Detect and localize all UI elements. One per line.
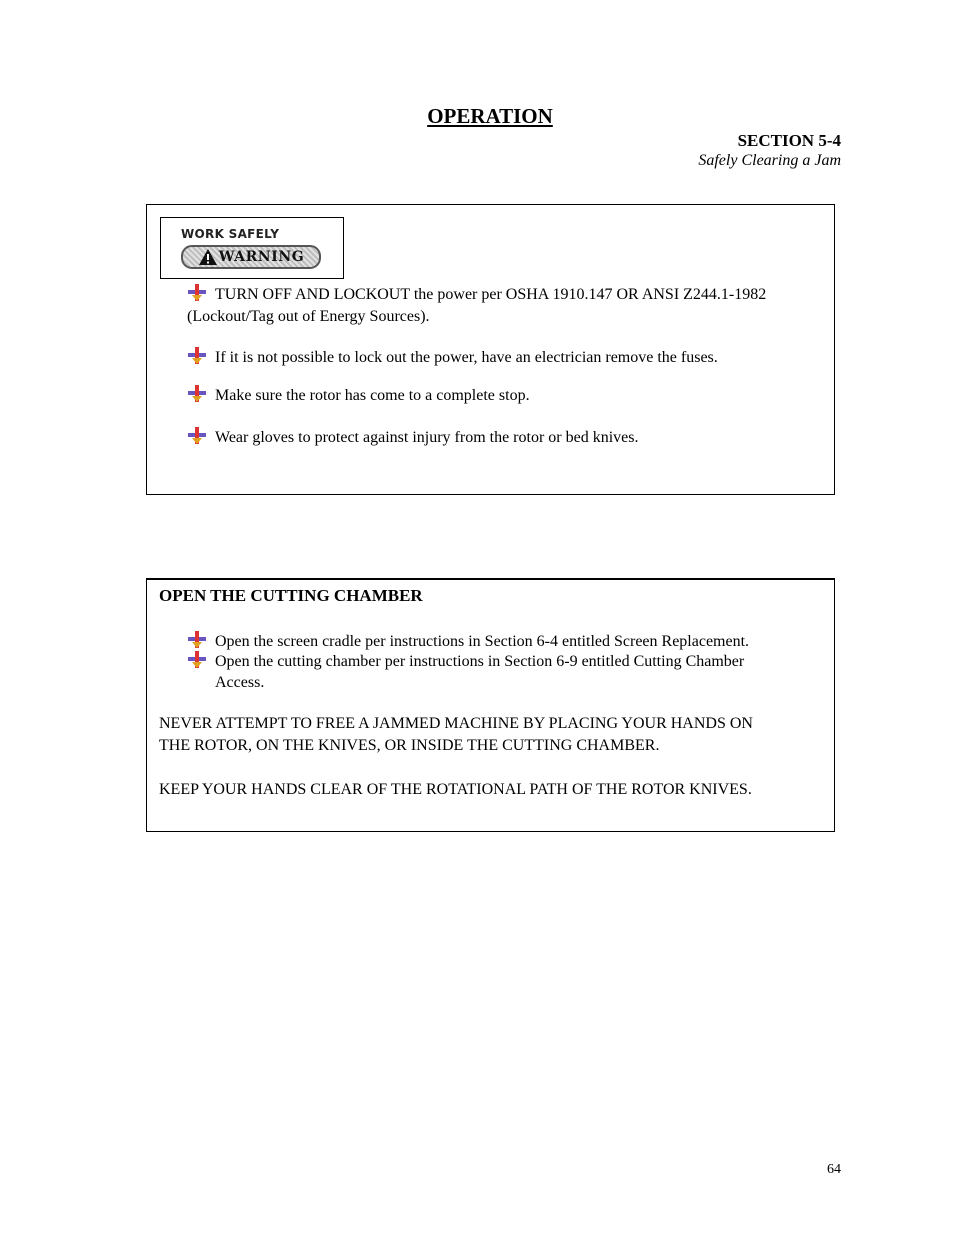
warning-box: [146, 204, 835, 495]
warning-triangle-icon: [198, 248, 218, 266]
arrow-bullet-icon: [187, 651, 207, 668]
cutting-chamber-box: [146, 578, 835, 832]
warning-label-text: WARNING: [218, 249, 305, 265]
warning-item-gloves: Wear gloves to protect against injury from the rotor or bed knives.: [215, 429, 639, 446]
chamber-item-open-chamber-cont: Access.: [215, 674, 265, 691]
section-name: Safely Clearing a Jam: [698, 152, 841, 169]
section-number: SECTION 5-4: [737, 131, 841, 150]
warning-item-lockout-cont: (Lockout/Tag out of Energy Sources).: [187, 308, 430, 325]
never-free-jam-line1: NEVER ATTEMPT TO FREE A JAMMED MACHINE BY PLACING YOUR HANDS ON: [159, 715, 753, 732]
never-free-jam-line2: THE ROTOR, ON THE KNIVES, OR INSIDE THE CUTTING CHAMBER.: [159, 737, 660, 754]
page-number: 64: [827, 1162, 841, 1177]
arrow-bullet-icon: [187, 631, 207, 648]
arrow-bullet-icon: [187, 427, 207, 444]
chamber-item-open-chamber: Open the cutting chamber per instructions in Section 6-9 entitled Cutting Chamber: [215, 653, 745, 670]
warning-item-fuses: If it is not possible to lock out the power, have an electrician remove the fuses.: [215, 349, 718, 366]
warning-label: [181, 245, 321, 269]
work-safely-badge: [160, 217, 344, 279]
arrow-bullet-icon: [187, 385, 207, 402]
chamber-heading: OPEN THE CUTTING CHAMBER: [159, 586, 423, 605]
arrow-bullet-icon: [187, 284, 207, 301]
warning-item-rotor-stop: Make sure the rotor has come to a complete stop.: [215, 387, 530, 404]
keep-hands-clear: KEEP YOUR HANDS CLEAR OF THE ROTATIONAL PATH OF THE ROTOR KNIVES.: [159, 781, 752, 798]
warning-item-lockout: TURN OFF AND LOCKOUT the power per OSHA 1910.147 OR ANSI Z244.1-1982: [215, 286, 767, 303]
badge-top-text: WORK SAFELY: [181, 227, 280, 241]
page-title: OPERATION: [427, 104, 553, 128]
arrow-bullet-icon: [187, 347, 207, 364]
chamber-item-screen-cradle: Open the screen cradle per instructions in Section 6-4 entitled Screen Replacement.: [215, 633, 750, 650]
